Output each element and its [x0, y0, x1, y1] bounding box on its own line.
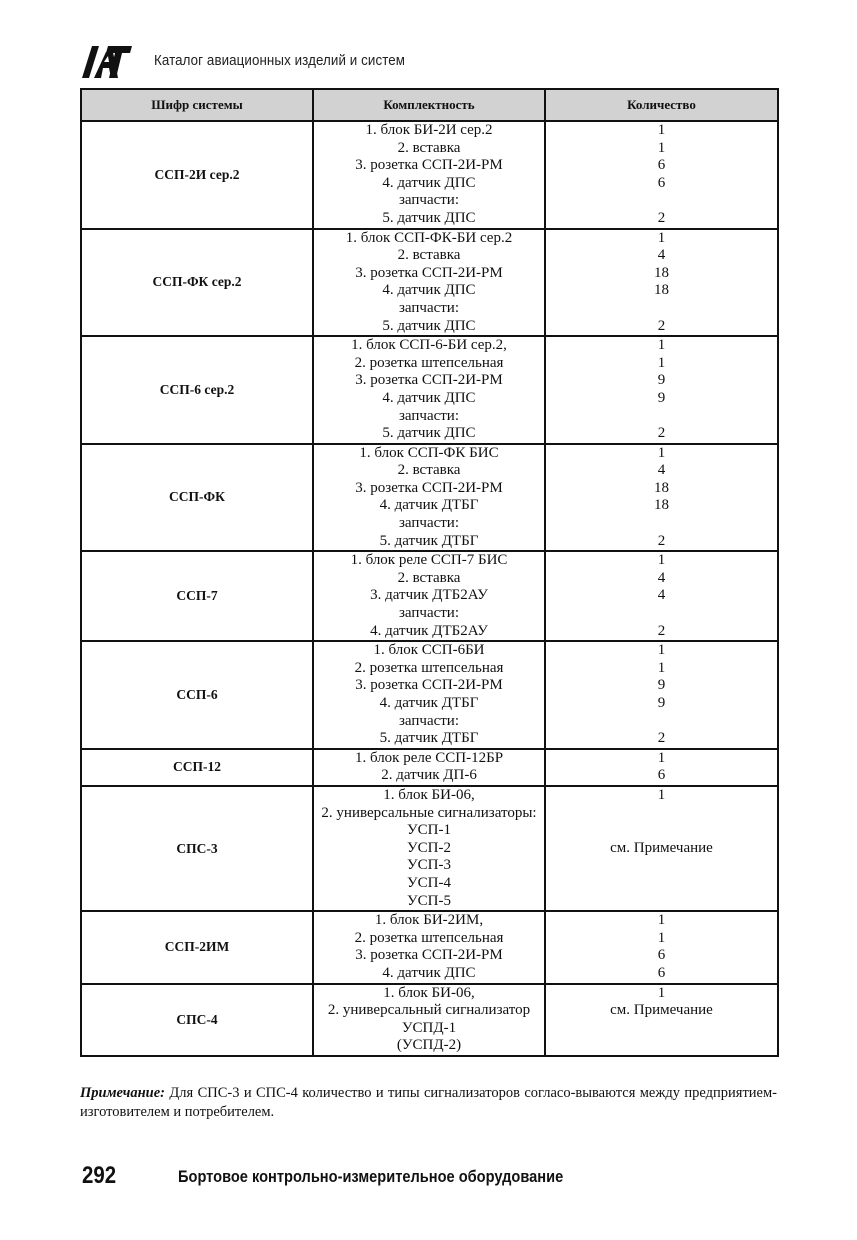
- quantity-line: 1: [657, 786, 666, 803]
- component-line: 4. датчик ДТБГ: [379, 497, 479, 514]
- quantity-line: 1: [657, 642, 666, 659]
- quantity-cell: [545, 911, 778, 983]
- table-row: [81, 911, 778, 983]
- quantity-line: 1: [657, 122, 666, 138]
- quantity-line: 1: [657, 139, 666, 156]
- quantity-line: 4: [657, 587, 666, 604]
- component-line: 2. вставка: [397, 569, 461, 586]
- table-row: [81, 444, 778, 552]
- component-line: запчасти:: [398, 407, 460, 424]
- component-line: (УСПД-2): [396, 1037, 462, 1054]
- quantity-line: [546, 1020, 777, 1038]
- table-row: [81, 551, 778, 641]
- component-line: запчасти:: [398, 192, 460, 209]
- equipment-table: [80, 88, 779, 1057]
- component-line: 5. датчик ДТБГ: [379, 730, 479, 747]
- quantity-line: 2: [657, 317, 666, 334]
- footnote-text: Для СПС-3 и СПС-4 количество и типы сигнализаторов согласо-вываются между предприятием-изготовителем и потребителем.: [80, 1085, 777, 1120]
- column-header-quantity: Количество: [545, 89, 778, 121]
- quantity-cell: [545, 786, 778, 911]
- quantity-line: 9: [657, 677, 666, 694]
- quantity-line: 9: [657, 389, 666, 406]
- component-line: УСП-3: [407, 857, 451, 874]
- quantity-line: [546, 515, 777, 533]
- component-line: 3. датчик ДТБ2АУ: [370, 587, 488, 604]
- quantity-cell: [545, 444, 778, 552]
- quantity-line: [546, 408, 777, 426]
- quantity-line: 18: [654, 264, 669, 281]
- quantity-line: [546, 713, 777, 731]
- quantity-line: 2: [657, 425, 666, 442]
- component-line: 2. розетка штепсельная: [354, 354, 504, 371]
- quantity-line: [546, 605, 777, 623]
- quantity-line: [546, 857, 777, 875]
- quantity-line: 18: [654, 282, 669, 299]
- component-line: 2. датчик ДП-6: [381, 767, 477, 784]
- quantity-line: [546, 875, 777, 893]
- quantity-line: 1: [657, 337, 666, 354]
- components-cell: [313, 551, 545, 641]
- system-code-cell: ССП-7: [81, 551, 313, 641]
- quantity-line: 6: [657, 964, 666, 981]
- component-line: запчасти:: [398, 299, 460, 316]
- component-line: 4. датчик ДПС: [382, 964, 476, 981]
- table-row: [81, 984, 778, 1056]
- quantity-line: 1: [657, 659, 666, 676]
- component-line: 3. розетка ССП-2И-РМ: [355, 157, 503, 174]
- component-line: 5. датчик ДПС: [382, 317, 476, 334]
- quantity-line: [546, 300, 777, 318]
- quantity-line: [546, 1037, 777, 1055]
- component-line: УСП-4: [407, 874, 451, 891]
- catalog-title: Каталог авиационных изделий и систем: [154, 53, 406, 69]
- quantity-line: 1: [657, 229, 666, 246]
- components-cell: [313, 121, 545, 229]
- quantity-line: 2: [657, 209, 666, 226]
- quantity-cell: [545, 336, 778, 444]
- component-line: 3. розетка ССП-2И-РМ: [355, 372, 503, 389]
- quantity-line: 4: [657, 462, 666, 479]
- component-line: 1. блок ССП-ФК БИС: [359, 444, 499, 461]
- component-line: 1. блок реле ССП-7 БИС: [350, 552, 508, 569]
- quantity-line: [546, 893, 777, 911]
- component-line: 1. блок БИ-2ИМ,: [374, 912, 484, 929]
- quantity-cell: [545, 984, 778, 1056]
- quantity-cell: [545, 749, 778, 786]
- quantity-line: 9: [657, 695, 666, 711]
- component-line: 2. розетка штепсельная: [354, 929, 504, 946]
- quantity-line: [546, 192, 777, 210]
- footnote-label: Примечание:: [80, 1085, 166, 1101]
- system-code-cell: ССП-ФК: [81, 444, 313, 552]
- column-header-components: Комплектность: [313, 89, 545, 121]
- components-cell: [313, 749, 545, 786]
- component-line: УСПД-1: [401, 1019, 457, 1036]
- footnote: [80, 1084, 777, 1122]
- quantity-cell: [545, 641, 778, 749]
- components-cell: [313, 911, 545, 983]
- table-row: [81, 336, 778, 444]
- component-line: 1. блок ССП-6-БИ сер.2,: [351, 337, 507, 354]
- component-line: 1. блок БИ-2И сер.2: [365, 122, 493, 138]
- component-line: 3. розетка ССП-2И-РМ: [355, 947, 503, 964]
- quantity-cell: [545, 551, 778, 641]
- component-line: 4. датчик ДПС: [382, 174, 476, 191]
- system-code-cell: ССП-6 сер.2: [81, 336, 313, 444]
- quantity-line: 6: [657, 157, 666, 174]
- system-code-cell: ССП-2И сер.2: [81, 121, 313, 229]
- quantity-line: 1: [657, 749, 666, 766]
- quantity-line: 18: [654, 479, 669, 496]
- system-code-cell: ССП-12: [81, 749, 313, 786]
- page-number: 292: [82, 1162, 117, 1189]
- table-row: [81, 749, 778, 786]
- component-line: 1. блок ССП-6БИ: [373, 642, 485, 659]
- component-line: 2. вставка: [397, 139, 461, 156]
- component-line: 3. розетка ССП-2И-РМ: [355, 479, 503, 496]
- components-cell: [313, 984, 545, 1056]
- component-line: 5. датчик ДПС: [382, 209, 476, 226]
- components-cell: [313, 444, 545, 552]
- component-line: 1. блок ССП-ФК-БИ сер.2: [345, 229, 513, 246]
- component-line: 4. датчик ДПС: [382, 282, 476, 299]
- table-header-row: [81, 89, 778, 121]
- component-line: 2. универсальный сигнализатор: [327, 1002, 531, 1019]
- section-title: Бортовое контрольно-измерительное оборудование: [178, 1167, 564, 1186]
- component-line: 1. блок реле ССП-12БР: [354, 749, 504, 766]
- quantity-cell: [545, 121, 778, 229]
- quantity-line: 1: [657, 929, 666, 946]
- system-code-cell: ССП-6: [81, 641, 313, 749]
- component-line: УСП-2: [407, 839, 451, 856]
- quantity-line: 1: [657, 984, 666, 1001]
- publisher-logo-icon: [82, 44, 132, 80]
- component-line: 1. блок БИ-06,: [383, 786, 475, 803]
- quantity-line: 6: [657, 947, 666, 964]
- component-line: запчасти:: [398, 605, 460, 622]
- component-line: 2. универсальные сигнализаторы:: [321, 804, 537, 821]
- quantity-line: [546, 822, 777, 840]
- component-line: запчасти:: [398, 712, 460, 729]
- component-line: 5. датчик ДПС: [382, 425, 476, 442]
- quantity-line: 2: [657, 532, 666, 549]
- component-line: УСП-1: [407, 822, 451, 839]
- component-line: 3. розетка ССП-2И-РМ: [355, 677, 503, 694]
- component-line: запчасти:: [398, 515, 460, 532]
- quantity-line: 1: [657, 354, 666, 371]
- quantity-cell: [545, 229, 778, 337]
- component-line: 4. датчик ДТБ2АУ: [370, 622, 488, 639]
- system-code-cell: ССП-2ИМ: [81, 911, 313, 983]
- quantity-line: 1: [657, 444, 666, 461]
- components-cell: [313, 229, 545, 337]
- table-row: [81, 641, 778, 749]
- quantity-line: 6: [657, 767, 666, 784]
- system-code-cell: СПС-3: [81, 786, 313, 911]
- quantity-line: 6: [657, 174, 666, 191]
- page-header: [80, 40, 780, 90]
- quantity-line: [546, 805, 777, 823]
- system-code-cell: ССП-ФК сер.2: [81, 229, 313, 337]
- component-line: 2. розетка штепсельная: [354, 659, 504, 676]
- component-line: 5. датчик ДТБГ: [379, 532, 479, 549]
- quantity-line: 18: [654, 497, 669, 514]
- component-line: 3. розетка ССП-2И-РМ: [355, 264, 503, 281]
- system-code-cell: СПС-4: [81, 984, 313, 1056]
- quantity-line: 4: [657, 247, 666, 264]
- quantity-line: см. Примечание: [610, 1002, 713, 1019]
- column-header-system: Шифр системы: [81, 89, 313, 121]
- quantity-line: 4: [657, 569, 666, 586]
- quantity-line: 9: [657, 372, 666, 389]
- table-row: [81, 229, 778, 337]
- component-line: УСП-5: [407, 892, 451, 909]
- components-cell: [313, 336, 545, 444]
- table-row: [81, 121, 778, 229]
- quantity-line: см. Примечание: [610, 839, 713, 856]
- quantity-line: 1: [657, 552, 666, 569]
- quantity-line: 2: [657, 622, 666, 639]
- quantity-line: 1: [657, 912, 666, 929]
- component-line: 1. блок БИ-06,: [383, 984, 475, 1001]
- component-line: 2. вставка: [397, 462, 461, 479]
- component-line: 4. датчик ДПС: [382, 389, 476, 406]
- quantity-line: 2: [657, 730, 666, 747]
- components-cell: [313, 641, 545, 749]
- component-line: 4. датчик ДТБГ: [379, 695, 479, 711]
- component-line: 2. вставка: [397, 247, 461, 264]
- table-row: [81, 786, 778, 911]
- components-cell: [313, 786, 545, 911]
